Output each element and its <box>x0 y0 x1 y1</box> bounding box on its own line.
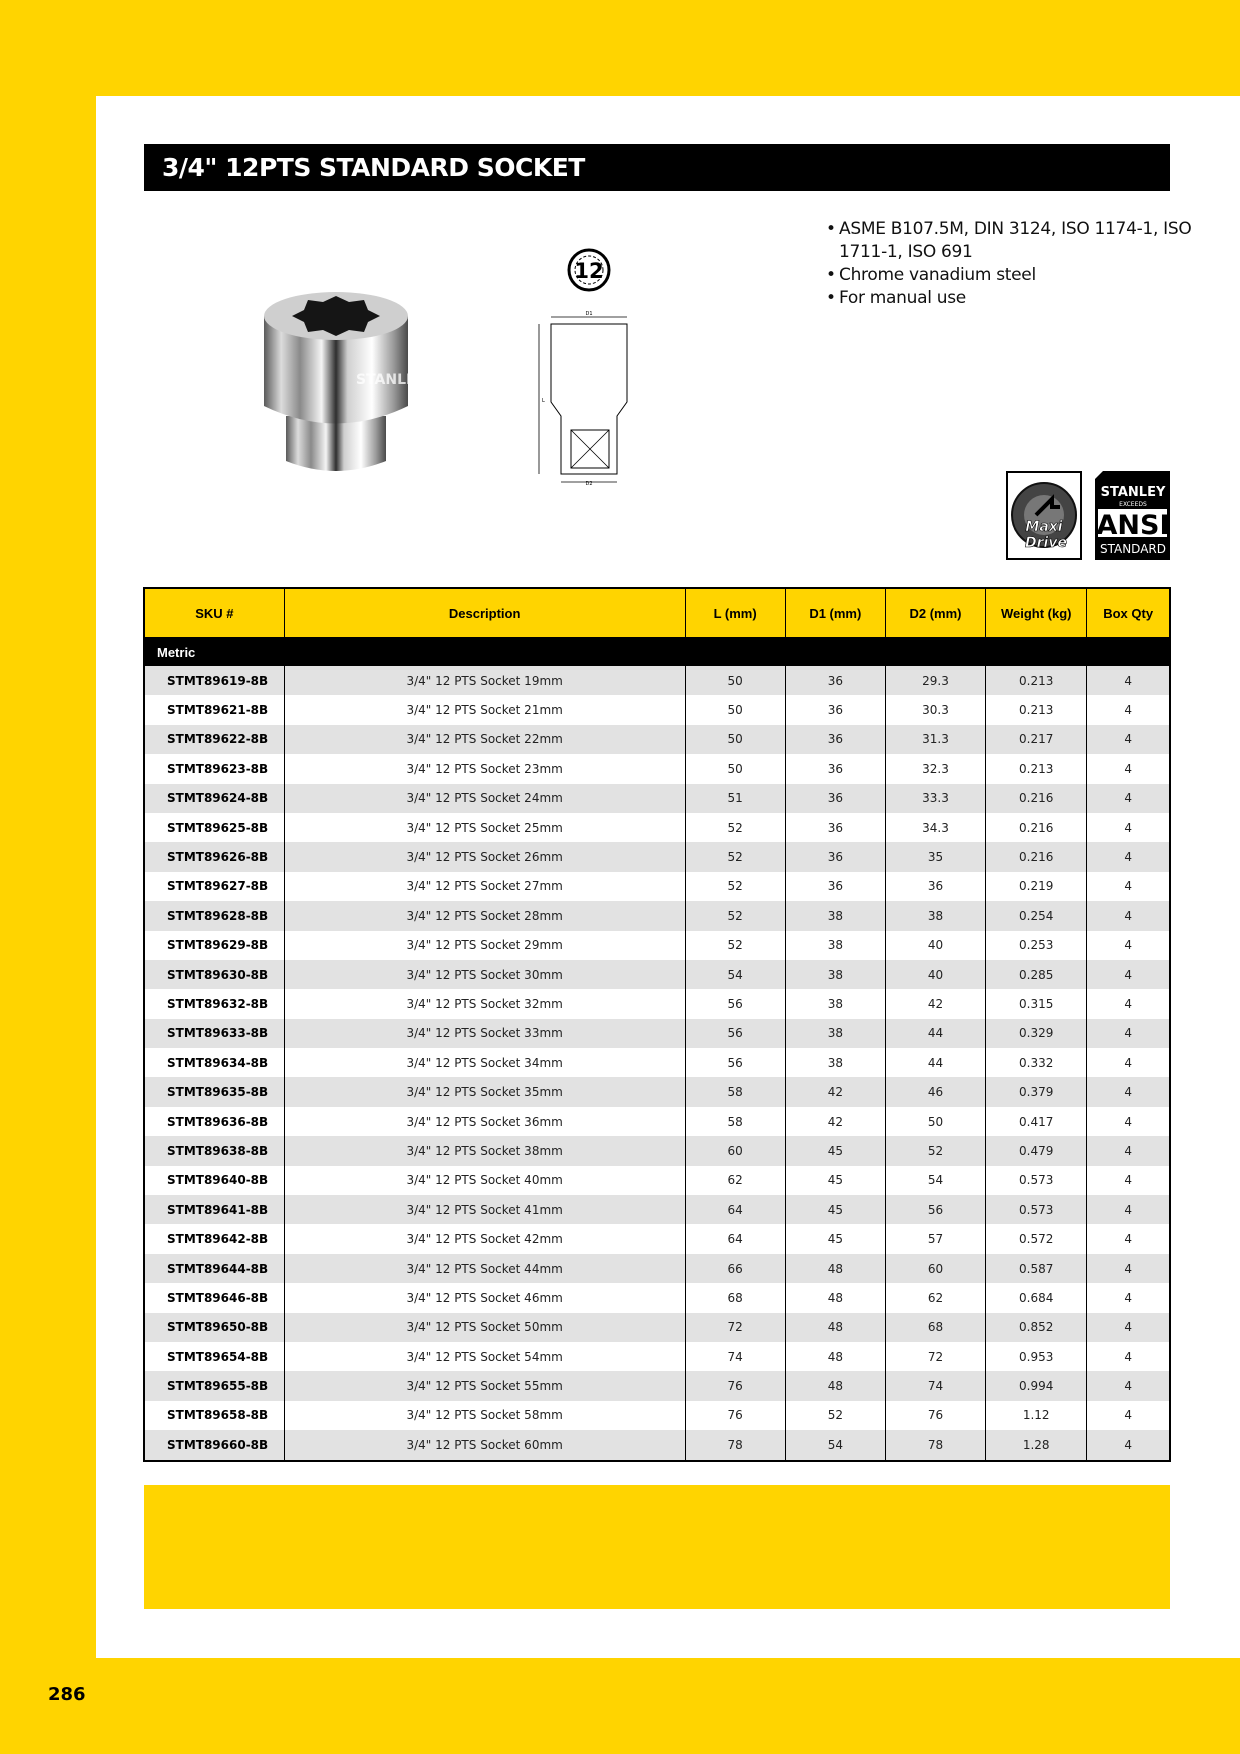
sku-cell: STMT89660-8B <box>144 1430 284 1460</box>
description-cell: 3/4" 12 PTS Socket 23mm <box>284 754 685 783</box>
sku-cell: STMT89633-8B <box>144 1019 284 1048</box>
dimension-d1-label: D1 <box>585 311 593 317</box>
length-cell: 56 <box>685 989 785 1018</box>
length-cell: 64 <box>685 1195 785 1224</box>
description-cell: 3/4" 12 PTS Socket 22mm <box>284 725 685 754</box>
box-qty-cell: 4 <box>1087 695 1170 724</box>
length-cell: 51 <box>685 784 785 813</box>
sku-cell: STMT89641-8B <box>144 1195 284 1224</box>
length-cell: 64 <box>685 1224 785 1253</box>
d1-cell: 36 <box>785 725 885 754</box>
d2-cell: 33.3 <box>885 784 985 813</box>
box-qty-cell: 4 <box>1087 1166 1170 1195</box>
table-header-row <box>144 588 1170 638</box>
table-row <box>144 1283 1170 1312</box>
page-title: 3/4" 12PTS STANDARD SOCKET <box>144 144 1170 191</box>
box-qty-cell: 4 <box>1087 989 1170 1018</box>
column-header-description: Description <box>284 588 685 638</box>
table-row <box>144 784 1170 813</box>
weight-cell: 0.852 <box>986 1313 1087 1342</box>
table-row <box>144 754 1170 783</box>
description-cell: 3/4" 12 PTS Socket 55mm <box>284 1371 685 1400</box>
box-qty-cell: 4 <box>1087 725 1170 754</box>
weight-cell: 0.572 <box>986 1224 1087 1253</box>
box-qty-cell: 4 <box>1087 1048 1170 1077</box>
d2-cell: 34.3 <box>885 813 985 842</box>
point-count-label: 12 <box>574 259 604 283</box>
description-cell: 3/4" 12 PTS Socket 54mm <box>284 1342 685 1371</box>
column-header-sku: SKU # <box>144 588 284 638</box>
sku-cell: STMT89650-8B <box>144 1313 284 1342</box>
description-cell: 3/4" 12 PTS Socket 19mm <box>284 666 685 695</box>
d1-cell: 38 <box>785 1048 885 1077</box>
table-row <box>144 725 1170 754</box>
sku-cell: STMT89646-8B <box>144 1283 284 1312</box>
table-row <box>144 872 1170 901</box>
d1-cell: 36 <box>785 872 885 901</box>
table-row <box>144 1136 1170 1165</box>
length-cell: 52 <box>685 842 785 871</box>
d2-cell: 54 <box>885 1166 985 1195</box>
weight-cell: 0.216 <box>986 813 1087 842</box>
d1-cell: 38 <box>785 1019 885 1048</box>
box-qty-cell: 4 <box>1087 1107 1170 1136</box>
description-cell: 3/4" 12 PTS Socket 40mm <box>284 1166 685 1195</box>
specifications-table <box>143 587 1171 1462</box>
box-qty-cell: 4 <box>1087 1371 1170 1400</box>
sku-cell: STMT89642-8B <box>144 1224 284 1253</box>
table-row <box>144 1077 1170 1106</box>
weight-cell: 1.12 <box>986 1401 1087 1430</box>
weight-cell: 0.994 <box>986 1371 1087 1400</box>
description-cell: 3/4" 12 PTS Socket 46mm <box>284 1283 685 1312</box>
maxi-drive-line2: Drive <box>1025 535 1067 551</box>
d1-cell: 36 <box>785 784 885 813</box>
description-cell: 3/4" 12 PTS Socket 28mm <box>284 901 685 930</box>
d1-cell: 36 <box>785 842 885 871</box>
catalog-page <box>96 96 1240 1658</box>
d1-cell: 42 <box>785 1107 885 1136</box>
length-cell: 76 <box>685 1401 785 1430</box>
feature-item: • Chrome vanadium steel <box>826 264 1240 287</box>
box-qty-cell: 4 <box>1087 1342 1170 1371</box>
length-cell: 50 <box>685 695 785 724</box>
description-cell: 3/4" 12 PTS Socket 41mm <box>284 1195 685 1224</box>
length-cell: 58 <box>685 1077 785 1106</box>
sku-cell: STMT89636-8B <box>144 1107 284 1136</box>
description-cell: 3/4" 12 PTS Socket 33mm <box>284 1019 685 1048</box>
maxi-drive-line1: Maxi <box>1025 519 1063 535</box>
weight-cell: 0.213 <box>986 695 1087 724</box>
sku-cell: STMT89640-8B <box>144 1166 284 1195</box>
d2-cell: 31.3 <box>885 725 985 754</box>
column-header-box-qty: Box Qty <box>1087 588 1170 638</box>
description-cell: 3/4" 12 PTS Socket 24mm <box>284 784 685 813</box>
sku-cell: STMT89629-8B <box>144 931 284 960</box>
d1-cell: 48 <box>785 1342 885 1371</box>
box-qty-cell: 4 <box>1087 754 1170 783</box>
sku-cell: STMT89632-8B <box>144 989 284 1018</box>
d2-cell: 52 <box>885 1136 985 1165</box>
box-qty-cell: 4 <box>1087 784 1170 813</box>
length-cell: 50 <box>685 725 785 754</box>
d1-cell: 45 <box>785 1136 885 1165</box>
d2-cell: 68 <box>885 1313 985 1342</box>
description-cell: 3/4" 12 PTS Socket 35mm <box>284 1077 685 1106</box>
d1-cell: 45 <box>785 1166 885 1195</box>
box-qty-cell: 4 <box>1087 1313 1170 1342</box>
box-qty-cell: 4 <box>1087 1077 1170 1106</box>
d1-cell: 42 <box>785 1077 885 1106</box>
d2-cell: 46 <box>885 1077 985 1106</box>
weight-cell: 0.213 <box>986 754 1087 783</box>
d1-cell: 36 <box>785 813 885 842</box>
sku-cell: STMT89635-8B <box>144 1077 284 1106</box>
ansi-badge-standard: STANDARD <box>1099 542 1167 556</box>
sku-cell: STMT89628-8B <box>144 901 284 930</box>
sku-cell: STMT89644-8B <box>144 1254 284 1283</box>
weight-cell: 1.28 <box>986 1430 1087 1460</box>
sku-cell: STMT89638-8B <box>144 1136 284 1165</box>
table-row <box>144 1342 1170 1371</box>
d1-cell: 54 <box>785 1430 885 1460</box>
box-qty-cell: 4 <box>1087 842 1170 871</box>
box-qty-cell: 4 <box>1087 1430 1170 1460</box>
length-cell: 56 <box>685 1019 785 1048</box>
d2-cell: 38 <box>885 901 985 930</box>
sku-cell: STMT89623-8B <box>144 754 284 783</box>
table-row <box>144 960 1170 989</box>
sku-cell: STMT89654-8B <box>144 1342 284 1371</box>
weight-cell: 0.285 <box>986 960 1087 989</box>
description-cell: 3/4" 12 PTS Socket 27mm <box>284 872 685 901</box>
description-cell: 3/4" 12 PTS Socket 38mm <box>284 1136 685 1165</box>
length-cell: 68 <box>685 1283 785 1312</box>
socket-technical-drawing <box>529 244 641 487</box>
box-qty-cell: 4 <box>1087 666 1170 695</box>
description-cell: 3/4" 12 PTS Socket 44mm <box>284 1254 685 1283</box>
d2-cell: 35 <box>885 842 985 871</box>
description-cell: 3/4" 12 PTS Socket 21mm <box>284 695 685 724</box>
table-row <box>144 1019 1170 1048</box>
photo-brand-text: STANLEY <box>356 372 426 388</box>
weight-cell: 0.216 <box>986 784 1087 813</box>
box-qty-cell: 4 <box>1087 960 1170 989</box>
feature-item: • For manual use <box>826 287 1240 310</box>
description-cell: 3/4" 12 PTS Socket 36mm <box>284 1107 685 1136</box>
weight-cell: 0.332 <box>986 1048 1087 1077</box>
table-row <box>144 1048 1170 1077</box>
d1-cell: 36 <box>785 666 885 695</box>
sku-cell: STMT89658-8B <box>144 1401 284 1430</box>
weight-cell: 0.217 <box>986 725 1087 754</box>
d2-cell: 40 <box>885 931 985 960</box>
table-row <box>144 1254 1170 1283</box>
footer-yellow-panel <box>144 1485 1170 1609</box>
d1-cell: 52 <box>785 1401 885 1430</box>
d1-cell: 48 <box>785 1313 885 1342</box>
table-row <box>144 989 1170 1018</box>
d2-cell: 74 <box>885 1371 985 1400</box>
weight-cell: 0.329 <box>986 1019 1087 1048</box>
description-cell: 3/4" 12 PTS Socket 42mm <box>284 1224 685 1253</box>
table-row <box>144 813 1170 842</box>
socket-photo <box>256 286 426 476</box>
weight-cell: 0.219 <box>986 872 1087 901</box>
box-qty-cell: 4 <box>1087 1254 1170 1283</box>
length-cell: 56 <box>685 1048 785 1077</box>
length-cell: 52 <box>685 931 785 960</box>
sku-cell: STMT89626-8B <box>144 842 284 871</box>
weight-cell: 0.315 <box>986 989 1087 1018</box>
ansi-badge-ansi: ANSI <box>1096 510 1170 541</box>
box-qty-cell: 4 <box>1087 1401 1170 1430</box>
table-row <box>144 1371 1170 1400</box>
box-qty-cell: 4 <box>1087 1019 1170 1048</box>
box-qty-cell: 4 <box>1087 1195 1170 1224</box>
sku-cell: STMT89627-8B <box>144 872 284 901</box>
d2-cell: 78 <box>885 1430 985 1460</box>
table-row <box>144 1313 1170 1342</box>
ansi-badge-exceeds: EXCEEDS <box>1119 501 1147 508</box>
box-qty-cell: 4 <box>1087 872 1170 901</box>
table-row <box>144 695 1170 724</box>
description-cell: 3/4" 12 PTS Socket 29mm <box>284 931 685 960</box>
weight-cell: 0.573 <box>986 1166 1087 1195</box>
d2-cell: 60 <box>885 1254 985 1283</box>
weight-cell: 0.216 <box>986 842 1087 871</box>
column-header-d1: D1 (mm) <box>785 588 885 638</box>
group-label: Metric <box>144 638 1170 667</box>
d1-cell: 38 <box>785 960 885 989</box>
length-cell: 62 <box>685 1166 785 1195</box>
d2-cell: 40 <box>885 960 985 989</box>
weight-cell: 0.684 <box>986 1283 1087 1312</box>
length-cell: 50 <box>685 754 785 783</box>
maxi-drive-badge <box>1006 471 1082 560</box>
length-cell: 72 <box>685 1313 785 1342</box>
sku-cell: STMT89625-8B <box>144 813 284 842</box>
d2-cell: 72 <box>885 1342 985 1371</box>
sku-cell: STMT89624-8B <box>144 784 284 813</box>
table-row <box>144 666 1170 695</box>
description-cell: 3/4" 12 PTS Socket 25mm <box>284 813 685 842</box>
length-cell: 50 <box>685 666 785 695</box>
d2-cell: 30.3 <box>885 695 985 724</box>
d2-cell: 57 <box>885 1224 985 1253</box>
table-row <box>144 1166 1170 1195</box>
table-row <box>144 1195 1170 1224</box>
length-cell: 52 <box>685 901 785 930</box>
length-cell: 78 <box>685 1430 785 1460</box>
dimension-l-label: L <box>542 398 545 404</box>
table-row <box>144 1224 1170 1253</box>
weight-cell: 0.587 <box>986 1254 1087 1283</box>
box-qty-cell: 4 <box>1087 1136 1170 1165</box>
feature-list <box>826 218 1240 310</box>
sku-cell: STMT89619-8B <box>144 666 284 695</box>
description-cell: 3/4" 12 PTS Socket 60mm <box>284 1430 685 1460</box>
column-header-d2: D2 (mm) <box>885 588 985 638</box>
d2-cell: 76 <box>885 1401 985 1430</box>
box-qty-cell: 4 <box>1087 1283 1170 1312</box>
feature-item: • ASME B107.5M, DIN 3124, ISO 1174-1, ISO 1711-1, ISO 691 <box>826 218 1240 264</box>
column-header-length: L (mm) <box>685 588 785 638</box>
d2-cell: 62 <box>885 1283 985 1312</box>
weight-cell: 0.479 <box>986 1136 1087 1165</box>
description-cell: 3/4" 12 PTS Socket 58mm <box>284 1401 685 1430</box>
weight-cell: 0.417 <box>986 1107 1087 1136</box>
sku-cell: STMT89622-8B <box>144 725 284 754</box>
group-row-metric <box>144 638 1170 667</box>
length-cell: 58 <box>685 1107 785 1136</box>
table-row <box>144 842 1170 871</box>
d2-cell: 42 <box>885 989 985 1018</box>
dimension-d2-label: D2 <box>585 481 593 487</box>
d2-cell: 36 <box>885 872 985 901</box>
d1-cell: 38 <box>785 989 885 1018</box>
weight-cell: 0.254 <box>986 901 1087 930</box>
weight-cell: 0.953 <box>986 1342 1087 1371</box>
d1-cell: 45 <box>785 1195 885 1224</box>
weight-cell: 0.213 <box>986 666 1087 695</box>
page-number: 286 <box>48 1684 86 1705</box>
description-cell: 3/4" 12 PTS Socket 26mm <box>284 842 685 871</box>
sku-cell: STMT89621-8B <box>144 695 284 724</box>
length-cell: 74 <box>685 1342 785 1371</box>
table-row <box>144 1401 1170 1430</box>
length-cell: 54 <box>685 960 785 989</box>
sku-cell: STMT89630-8B <box>144 960 284 989</box>
weight-cell: 0.573 <box>986 1195 1087 1224</box>
sku-cell: STMT89655-8B <box>144 1371 284 1400</box>
description-cell: 3/4" 12 PTS Socket 50mm <box>284 1313 685 1342</box>
d2-cell: 50 <box>885 1107 985 1136</box>
d1-cell: 48 <box>785 1371 885 1400</box>
description-cell: 3/4" 12 PTS Socket 34mm <box>284 1048 685 1077</box>
d2-cell: 44 <box>885 1019 985 1048</box>
table-body <box>144 638 1170 1461</box>
d1-cell: 48 <box>785 1283 885 1312</box>
box-qty-cell: 4 <box>1087 1224 1170 1253</box>
box-qty-cell: 4 <box>1087 931 1170 960</box>
box-qty-cell: 4 <box>1087 901 1170 930</box>
d2-cell: 29.3 <box>885 666 985 695</box>
length-cell: 60 <box>685 1136 785 1165</box>
d1-cell: 38 <box>785 901 885 930</box>
d2-cell: 44 <box>885 1048 985 1077</box>
d2-cell: 32.3 <box>885 754 985 783</box>
d1-cell: 48 <box>785 1254 885 1283</box>
d1-cell: 36 <box>785 695 885 724</box>
ansi-badge-brand: STANLEY <box>1100 485 1166 500</box>
box-qty-cell: 4 <box>1087 813 1170 842</box>
table-row <box>144 931 1170 960</box>
ansi-standard-badge <box>1095 471 1170 560</box>
table-row <box>144 1430 1170 1460</box>
length-cell: 66 <box>685 1254 785 1283</box>
column-header-weight: Weight (kg) <box>986 588 1087 638</box>
weight-cell: 0.253 <box>986 931 1087 960</box>
d1-cell: 38 <box>785 931 885 960</box>
length-cell: 76 <box>685 1371 785 1400</box>
sku-cell: STMT89634-8B <box>144 1048 284 1077</box>
d2-cell: 56 <box>885 1195 985 1224</box>
description-cell: 3/4" 12 PTS Socket 30mm <box>284 960 685 989</box>
length-cell: 52 <box>685 872 785 901</box>
description-cell: 3/4" 12 PTS Socket 32mm <box>284 989 685 1018</box>
weight-cell: 0.379 <box>986 1077 1087 1106</box>
length-cell: 52 <box>685 813 785 842</box>
table-row <box>144 901 1170 930</box>
d1-cell: 36 <box>785 754 885 783</box>
d1-cell: 45 <box>785 1224 885 1253</box>
table-row <box>144 1107 1170 1136</box>
